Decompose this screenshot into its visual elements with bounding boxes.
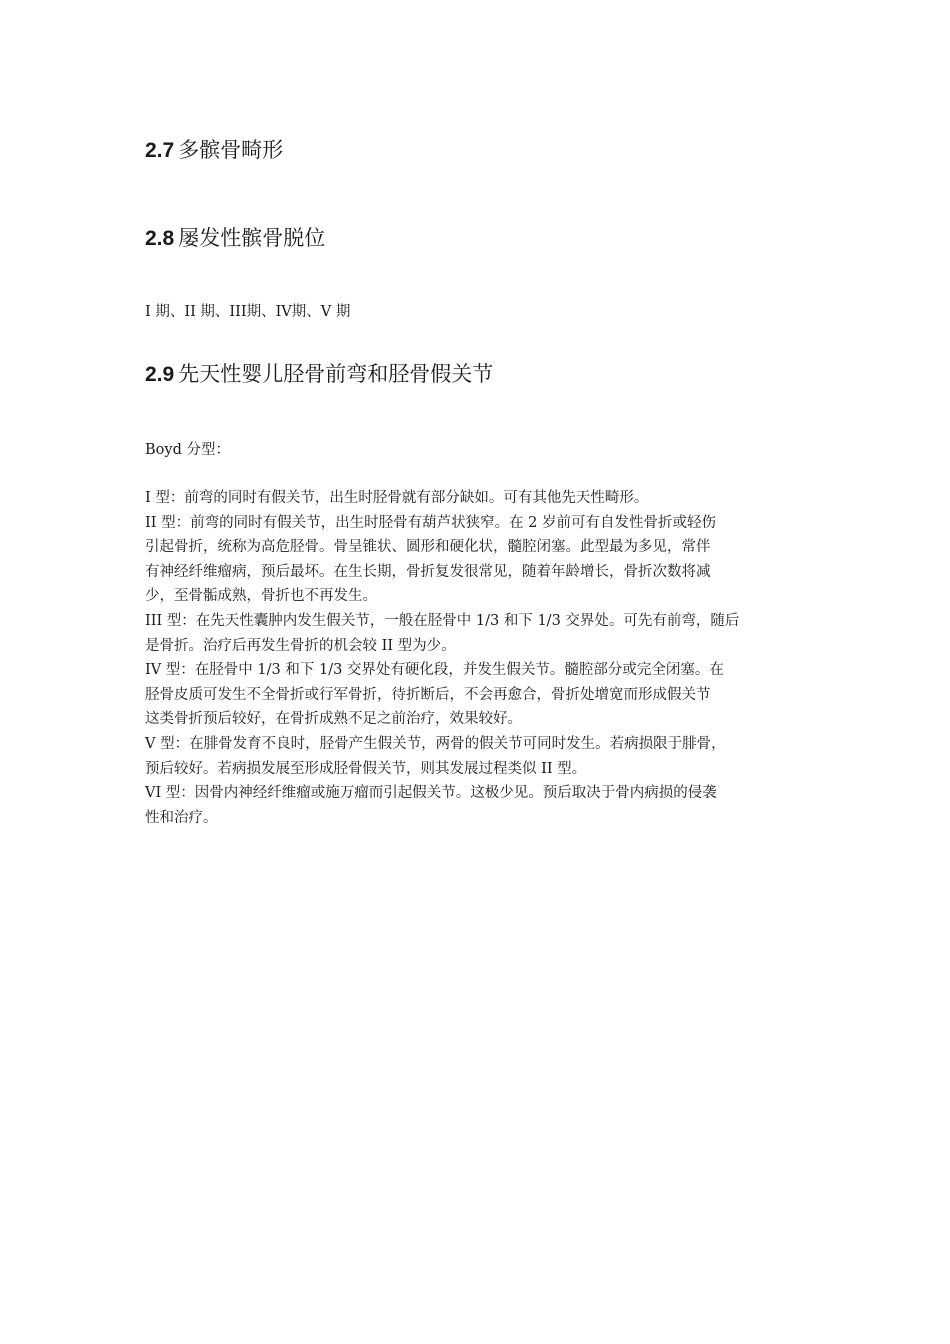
text-line: III 型：在先天性囊肿内发生假关节，一般在胫骨中 1/3 和下 1/3 交界处。可先有前弯，随后	[145, 612, 740, 629]
text-line: I 型：前弯的同时有假关节，出生时胫骨就有部分缺如。可有其他先天性畸形。	[145, 490, 649, 506]
section-heading-2-9	[145, 360, 493, 389]
text-line: 性和治疗。	[145, 809, 218, 826]
section-number: 2.9	[145, 363, 175, 386]
section-title: 多髌骨畸形	[178, 138, 284, 162]
text-line: 引起骨折，统称为高危胫骨。骨呈锥状、圆形和硬化状，髓腔闭塞。此型最为多见，常伴	[145, 539, 711, 556]
text-line: 少，至骨骺成熟，骨折也不再发生。	[145, 588, 377, 605]
text-line: 有神经纤维瘤病，预后最坏。在生长期，骨折复发很常见，随着年龄增长，骨折次数将减	[145, 563, 711, 580]
text-line: VI 型：因骨内神经纤维瘤或施万瘤而引起假关节。这极少见。预后取决于骨内病损的侵袭	[145, 785, 717, 802]
text-line: 预后较好。若病损发展至形成胫骨假关节，则其发展过程类似 II 型。	[145, 760, 587, 777]
section-title: 屡发性髌骨脱位	[178, 226, 326, 250]
section-title: 先天性婴儿胫骨前弯和胫骨假关节	[178, 362, 494, 386]
text-line: IV 型：在胫骨中 1/3 和下 1/3 交界处有硬化段，并发生假关节。髓腔部分或完全闭塞。在	[145, 662, 724, 679]
section-heading-2-8	[145, 224, 325, 253]
text-line: 这类骨折预后较好，在骨折成熟不足之前治疗，效果较好。	[145, 711, 522, 728]
section-number: 2.7	[145, 139, 175, 162]
text-line: V 型：在腓骨发育不良时，胫骨产生假关节，两骨的假关节可同时发生。若病损限于腓骨，	[145, 735, 726, 752]
boyd-classification-label: Boyd 分型：	[145, 442, 230, 458]
text-line: 是骨折。治疗后再发生骨折的机会较 II 型为少。	[145, 637, 456, 654]
text-line: II 型：前弯的同时有假关节，出生时胫骨有葫芦状狭窄。在 2 岁前可有自发性骨折或轻伤	[145, 514, 717, 531]
stages-line: I 期、II 期、III期、IV期、V 期	[145, 304, 351, 320]
classification-paragraph	[145, 486, 820, 830]
section-heading-2-7	[145, 136, 283, 165]
section-number: 2.8	[145, 227, 175, 250]
text-line: 胫骨皮质可发生不全骨折或行军骨折，待折断后，不会再愈合，骨折处增宽而形成假关节	[145, 686, 711, 703]
